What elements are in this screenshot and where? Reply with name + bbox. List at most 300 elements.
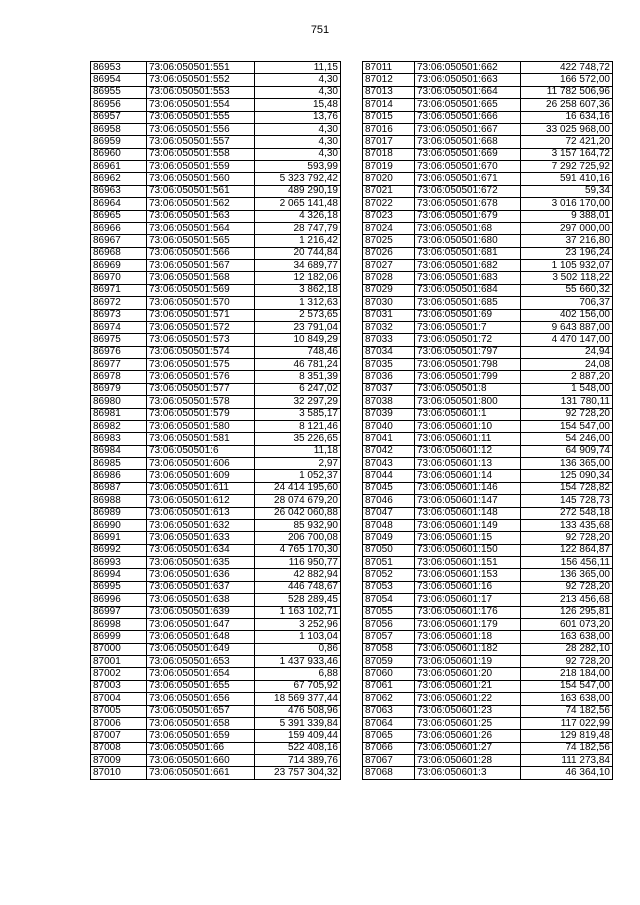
table-row bbox=[363, 433, 613, 445]
value-cell: 59,34 bbox=[521, 185, 613, 197]
table-row bbox=[363, 631, 613, 643]
value-cell: 35 226,65 bbox=[255, 433, 341, 445]
value-cell: 2 573,65 bbox=[255, 309, 341, 321]
record-number-cell: 87019 bbox=[363, 161, 415, 173]
cadastral-number-cell: 73:06:050601:10 bbox=[415, 420, 521, 432]
record-number-cell: 87051 bbox=[363, 557, 415, 569]
table-row bbox=[91, 730, 341, 742]
cadastral-number-cell: 73:06:050501:609 bbox=[147, 470, 255, 482]
table-row bbox=[363, 656, 613, 668]
table-row bbox=[363, 495, 613, 507]
record-number-cell: 87001 bbox=[91, 656, 147, 668]
table-row bbox=[91, 321, 341, 333]
record-number-cell: 87052 bbox=[363, 569, 415, 581]
value-cell: 37 216,80 bbox=[521, 235, 613, 247]
value-cell: 4,30 bbox=[255, 123, 341, 135]
table-row bbox=[363, 420, 613, 432]
record-number-cell: 87028 bbox=[363, 272, 415, 284]
cadastral-number-cell: 73:06:050601:12 bbox=[415, 445, 521, 457]
cadastral-number-cell: 73:06:050501:567 bbox=[147, 260, 255, 272]
table-row bbox=[363, 767, 613, 779]
value-cell: 85 932,90 bbox=[255, 519, 341, 531]
record-number-cell: 87026 bbox=[363, 247, 415, 259]
cadastral-number-cell: 73:06:050501:634 bbox=[147, 544, 255, 556]
value-cell: 136 365,00 bbox=[521, 569, 613, 581]
value-cell: 4,30 bbox=[255, 148, 341, 160]
record-number-cell: 87060 bbox=[363, 668, 415, 680]
table-row bbox=[363, 532, 613, 544]
value-cell: 476 508,96 bbox=[255, 705, 341, 717]
cadastral-number-cell: 73:06:050501:670 bbox=[415, 161, 521, 173]
table-row bbox=[363, 86, 613, 98]
record-number-cell: 86968 bbox=[91, 247, 147, 259]
cadastral-number-cell: 73:06:050501:800 bbox=[415, 396, 521, 408]
cadastral-number-cell: 73:06:050601:14 bbox=[415, 470, 521, 482]
value-cell: 748,46 bbox=[255, 346, 341, 358]
table-row bbox=[363, 594, 613, 606]
value-cell: 8 351,39 bbox=[255, 371, 341, 383]
cadastral-number-cell: 73:06:050501:649 bbox=[147, 643, 255, 655]
value-cell: 18 569 377,44 bbox=[255, 693, 341, 705]
cadastral-number-cell: 73:06:050501:658 bbox=[147, 717, 255, 729]
table-row bbox=[363, 284, 613, 296]
cadastral-number-cell: 73:06:050601:11 bbox=[415, 433, 521, 445]
value-cell: 26 258 607,36 bbox=[521, 99, 613, 111]
cadastral-number-cell: 73:06:050501:572 bbox=[147, 321, 255, 333]
table-row bbox=[363, 173, 613, 185]
record-number-cell: 86987 bbox=[91, 482, 147, 494]
record-number-cell: 86997 bbox=[91, 606, 147, 618]
table-row bbox=[363, 210, 613, 222]
value-cell: 9 388,01 bbox=[521, 210, 613, 222]
cadastral-number-cell: 73:06:050501:566 bbox=[147, 247, 255, 259]
record-number-cell: 86982 bbox=[91, 420, 147, 432]
record-number-cell: 87064 bbox=[363, 717, 415, 729]
value-cell: 4,30 bbox=[255, 86, 341, 98]
table-row bbox=[363, 470, 613, 482]
table-row bbox=[91, 185, 341, 197]
table-row bbox=[91, 755, 341, 767]
value-cell: 1 052,37 bbox=[255, 470, 341, 482]
table-row bbox=[363, 346, 613, 358]
value-cell: 20 744,84 bbox=[255, 247, 341, 259]
value-cell: 1 312,63 bbox=[255, 297, 341, 309]
record-number-cell: 87000 bbox=[91, 643, 147, 655]
value-cell: 402 156,00 bbox=[521, 309, 613, 321]
record-number-cell: 87011 bbox=[363, 62, 415, 74]
record-number-cell: 87035 bbox=[363, 359, 415, 371]
value-cell: 23 757 304,32 bbox=[255, 767, 341, 779]
record-number-cell: 87014 bbox=[363, 99, 415, 111]
cadastral-number-cell: 73:06:050501:8 bbox=[415, 383, 521, 395]
cadastral-number-cell: 73:06:050601:153 bbox=[415, 569, 521, 581]
value-cell: 159 409,44 bbox=[255, 730, 341, 742]
table-row bbox=[363, 260, 613, 272]
table-row bbox=[91, 247, 341, 259]
record-number-cell: 86988 bbox=[91, 495, 147, 507]
table-row bbox=[363, 111, 613, 123]
cadastral-number-cell: 73:06:050501:665 bbox=[415, 99, 521, 111]
table-row bbox=[91, 334, 341, 346]
record-number-cell: 87042 bbox=[363, 445, 415, 457]
value-cell: 3 252,96 bbox=[255, 618, 341, 630]
record-number-cell: 86958 bbox=[91, 123, 147, 135]
table-row bbox=[91, 680, 341, 692]
record-number-cell: 86971 bbox=[91, 284, 147, 296]
cadastral-number-cell: 73:06:050501:654 bbox=[147, 668, 255, 680]
record-number-cell: 87013 bbox=[363, 86, 415, 98]
value-cell: 1 163 102,71 bbox=[255, 606, 341, 618]
table-row bbox=[91, 123, 341, 135]
table-row bbox=[363, 123, 613, 135]
table-row bbox=[363, 606, 613, 618]
table-row bbox=[91, 742, 341, 754]
record-number-cell: 87056 bbox=[363, 618, 415, 630]
table-row bbox=[363, 705, 613, 717]
value-cell: 46 364,10 bbox=[521, 767, 613, 779]
record-number-cell: 87016 bbox=[363, 123, 415, 135]
table-row bbox=[363, 507, 613, 519]
cadastral-number-cell: 73:06:050601:176 bbox=[415, 606, 521, 618]
table-row bbox=[91, 260, 341, 272]
record-number-cell: 86970 bbox=[91, 272, 147, 284]
record-number-cell: 87007 bbox=[91, 730, 147, 742]
record-number-cell: 87005 bbox=[91, 705, 147, 717]
record-number-cell: 87065 bbox=[363, 730, 415, 742]
record-number-cell: 87012 bbox=[363, 74, 415, 86]
value-cell: 1 216,42 bbox=[255, 235, 341, 247]
record-number-cell: 87002 bbox=[91, 668, 147, 680]
value-cell: 133 435,68 bbox=[521, 519, 613, 531]
cadastral-number-cell: 73:06:050601:179 bbox=[415, 618, 521, 630]
record-number-cell: 87067 bbox=[363, 755, 415, 767]
cadastral-number-cell: 73:06:050501:636 bbox=[147, 569, 255, 581]
record-number-cell: 87022 bbox=[363, 198, 415, 210]
record-number-cell: 87061 bbox=[363, 680, 415, 692]
cadastral-number-cell: 73:06:050601:146 bbox=[415, 482, 521, 494]
value-cell: 13,76 bbox=[255, 111, 341, 123]
value-cell: 706,37 bbox=[521, 297, 613, 309]
record-number-cell: 86989 bbox=[91, 507, 147, 519]
record-number-cell: 86974 bbox=[91, 321, 147, 333]
cadastral-number-cell: 73:06:050601:23 bbox=[415, 705, 521, 717]
value-cell: 11,15 bbox=[255, 62, 341, 74]
cadastral-number-cell: 73:06:050501:569 bbox=[147, 284, 255, 296]
cadastral-number-cell: 73:06:050501:684 bbox=[415, 284, 521, 296]
table-row bbox=[363, 359, 613, 371]
table-row bbox=[363, 693, 613, 705]
table-row bbox=[91, 222, 341, 234]
value-cell: 136 365,00 bbox=[521, 458, 613, 470]
table-row bbox=[363, 717, 613, 729]
table-row bbox=[91, 371, 341, 383]
record-number-cell: 87004 bbox=[91, 693, 147, 705]
record-number-cell: 86956 bbox=[91, 99, 147, 111]
value-cell: 32 297,29 bbox=[255, 396, 341, 408]
value-cell: 6,88 bbox=[255, 668, 341, 680]
record-number-cell: 86999 bbox=[91, 631, 147, 643]
value-cell: 154 547,00 bbox=[521, 420, 613, 432]
record-number-cell: 87023 bbox=[363, 210, 415, 222]
cadastral-number-cell: 73:06:050501:682 bbox=[415, 260, 521, 272]
value-cell: 74 182,56 bbox=[521, 742, 613, 754]
cadastral-number-cell: 73:06:050501:637 bbox=[147, 581, 255, 593]
cadastral-number-cell: 73:06:050501:571 bbox=[147, 309, 255, 321]
cadastral-number-cell: 73:06:050601:148 bbox=[415, 507, 521, 519]
cadastral-number-cell: 73:06:050501:680 bbox=[415, 235, 521, 247]
value-cell: 16 634,16 bbox=[521, 111, 613, 123]
cadastral-number-cell: 73:06:050501:672 bbox=[415, 185, 521, 197]
table-row bbox=[363, 247, 613, 259]
table-row bbox=[91, 594, 341, 606]
cadastral-number-cell: 73:06:050501:570 bbox=[147, 297, 255, 309]
record-number-cell: 86972 bbox=[91, 297, 147, 309]
table-row bbox=[91, 433, 341, 445]
cadastral-number-cell: 73:06:050501:678 bbox=[415, 198, 521, 210]
record-number-cell: 87015 bbox=[363, 111, 415, 123]
table-row bbox=[363, 519, 613, 531]
cadastral-number-cell: 73:06:050501:657 bbox=[147, 705, 255, 717]
table-row bbox=[363, 396, 613, 408]
cadastral-number-cell: 73:06:050601:147 bbox=[415, 495, 521, 507]
record-number-cell: 86978 bbox=[91, 371, 147, 383]
record-number-cell: 87040 bbox=[363, 420, 415, 432]
cadastral-number-cell: 73:06:050501:574 bbox=[147, 346, 255, 358]
table-row bbox=[91, 606, 341, 618]
value-cell: 213 456,68 bbox=[521, 594, 613, 606]
record-number-cell: 86962 bbox=[91, 173, 147, 185]
value-cell: 522 408,16 bbox=[255, 742, 341, 754]
record-number-cell: 87046 bbox=[363, 495, 415, 507]
record-number-cell: 87010 bbox=[91, 767, 147, 779]
cadastral-number-cell: 73:06:050501:799 bbox=[415, 371, 521, 383]
table-row bbox=[91, 532, 341, 544]
cadastral-number-cell: 73:06:050601:16 bbox=[415, 581, 521, 593]
value-cell: 166 572,00 bbox=[521, 74, 613, 86]
table-row bbox=[363, 235, 613, 247]
value-cell: 3 157 164,72 bbox=[521, 148, 613, 160]
cadastral-number-cell: 73:06:050501:653 bbox=[147, 656, 255, 668]
table-row bbox=[91, 557, 341, 569]
value-cell: 24,94 bbox=[521, 346, 613, 358]
value-cell: 446 748,67 bbox=[255, 581, 341, 593]
value-cell: 33 025 968,00 bbox=[521, 123, 613, 135]
cadastral-number-cell: 73:06:050501:664 bbox=[415, 86, 521, 98]
value-cell: 5 391 339,84 bbox=[255, 717, 341, 729]
cadastral-number-cell: 73:06:050501:66 bbox=[147, 742, 255, 754]
value-cell: 15,48 bbox=[255, 99, 341, 111]
value-cell: 4,30 bbox=[255, 74, 341, 86]
record-number-cell: 86991 bbox=[91, 532, 147, 544]
cadastral-number-cell: 73:06:050501:7 bbox=[415, 321, 521, 333]
record-number-cell: 86981 bbox=[91, 408, 147, 420]
table-row bbox=[91, 346, 341, 358]
table-row bbox=[363, 445, 613, 457]
record-number-cell: 87030 bbox=[363, 297, 415, 309]
record-number-cell: 86995 bbox=[91, 581, 147, 593]
value-cell: 67 705,92 bbox=[255, 680, 341, 692]
table-row bbox=[91, 86, 341, 98]
record-number-cell: 87033 bbox=[363, 334, 415, 346]
table-row bbox=[91, 656, 341, 668]
value-cell: 72 421,20 bbox=[521, 136, 613, 148]
record-number-cell: 86993 bbox=[91, 557, 147, 569]
cadastral-number-cell: 73:06:050601:15 bbox=[415, 532, 521, 544]
cadastral-number-cell: 73:06:050501:568 bbox=[147, 272, 255, 284]
value-cell: 92 728,20 bbox=[521, 581, 613, 593]
value-cell: 272 548,18 bbox=[521, 507, 613, 519]
table-row bbox=[91, 235, 341, 247]
value-cell: 163 638,00 bbox=[521, 693, 613, 705]
table-row bbox=[91, 396, 341, 408]
cadastral-number-cell: 73:06:050501:576 bbox=[147, 371, 255, 383]
cadastral-number-cell: 73:06:050501:668 bbox=[415, 136, 521, 148]
record-number-cell: 86998 bbox=[91, 618, 147, 630]
cadastral-number-cell: 73:06:050501:671 bbox=[415, 173, 521, 185]
value-cell: 23 791,04 bbox=[255, 321, 341, 333]
record-number-cell: 87054 bbox=[363, 594, 415, 606]
cadastral-number-cell: 73:06:050501:667 bbox=[415, 123, 521, 135]
value-cell: 6 247,02 bbox=[255, 383, 341, 395]
value-cell: 92 728,20 bbox=[521, 656, 613, 668]
value-cell: 163 638,00 bbox=[521, 631, 613, 643]
table-row bbox=[91, 643, 341, 655]
record-number-cell: 86954 bbox=[91, 74, 147, 86]
table-row bbox=[91, 482, 341, 494]
table-row bbox=[363, 321, 613, 333]
table-row bbox=[363, 755, 613, 767]
table-row bbox=[91, 507, 341, 519]
record-number-cell: 87009 bbox=[91, 755, 147, 767]
record-number-cell: 87031 bbox=[363, 309, 415, 321]
value-cell: 74 182,56 bbox=[521, 705, 613, 717]
record-number-cell: 86963 bbox=[91, 185, 147, 197]
table-row bbox=[363, 680, 613, 692]
table-row bbox=[363, 371, 613, 383]
cadastral-number-cell: 73:06:050501:564 bbox=[147, 222, 255, 234]
table-row bbox=[91, 297, 341, 309]
table-row bbox=[363, 74, 613, 86]
record-number-cell: 86977 bbox=[91, 359, 147, 371]
record-number-cell: 87037 bbox=[363, 383, 415, 395]
record-number-cell: 86990 bbox=[91, 519, 147, 531]
value-cell: 2 065 141,48 bbox=[255, 198, 341, 210]
value-cell: 3 502 118,22 bbox=[521, 272, 613, 284]
cadastral-number-cell: 73:06:050501:556 bbox=[147, 123, 255, 135]
record-number-cell: 86973 bbox=[91, 309, 147, 321]
record-number-cell: 87053 bbox=[363, 581, 415, 593]
cadastral-number-cell: 73:06:050601:182 bbox=[415, 643, 521, 655]
record-number-cell: 87018 bbox=[363, 148, 415, 160]
cadastral-number-cell: 73:06:050501:661 bbox=[147, 767, 255, 779]
table-row bbox=[91, 717, 341, 729]
cadastral-number-cell: 73:06:050601:25 bbox=[415, 717, 521, 729]
table-row bbox=[363, 557, 613, 569]
record-number-cell: 86955 bbox=[91, 86, 147, 98]
record-number-cell: 87003 bbox=[91, 680, 147, 692]
table-row bbox=[91, 631, 341, 643]
record-number-cell: 86983 bbox=[91, 433, 147, 445]
cadastral-number-cell: 73:06:050501:683 bbox=[415, 272, 521, 284]
record-number-cell: 87039 bbox=[363, 408, 415, 420]
record-number-cell: 86965 bbox=[91, 210, 147, 222]
cadastral-number-cell: 73:06:050501:798 bbox=[415, 359, 521, 371]
value-cell: 145 728,73 bbox=[521, 495, 613, 507]
record-number-cell: 87024 bbox=[363, 222, 415, 234]
record-number-cell: 86984 bbox=[91, 445, 147, 457]
table-row bbox=[91, 618, 341, 630]
value-cell: 11 782 506,96 bbox=[521, 86, 613, 98]
cadastral-number-cell: 73:06:050601:3 bbox=[415, 767, 521, 779]
table-row bbox=[363, 482, 613, 494]
value-cell: 125 090,34 bbox=[521, 470, 613, 482]
cadastral-number-cell: 73:06:050501:647 bbox=[147, 618, 255, 630]
cadastral-number-cell: 73:06:050601:151 bbox=[415, 557, 521, 569]
table-row bbox=[91, 359, 341, 371]
cadastral-number-cell: 73:06:050501:562 bbox=[147, 198, 255, 210]
table-row bbox=[363, 198, 613, 210]
table-row bbox=[363, 62, 613, 74]
table-row bbox=[363, 99, 613, 111]
table-row bbox=[91, 408, 341, 420]
record-number-cell: 87041 bbox=[363, 433, 415, 445]
value-cell: 42 882,94 bbox=[255, 569, 341, 581]
record-number-cell: 86966 bbox=[91, 222, 147, 234]
value-cell: 24,08 bbox=[521, 359, 613, 371]
value-cell: 4 326,18 bbox=[255, 210, 341, 222]
value-cell: 7 292 725,92 bbox=[521, 161, 613, 173]
cadastral-number-cell: 73:06:050601:150 bbox=[415, 544, 521, 556]
record-number-cell: 87048 bbox=[363, 519, 415, 531]
cadastral-number-cell: 73:06:050501:648 bbox=[147, 631, 255, 643]
table-row bbox=[91, 284, 341, 296]
record-number-cell: 87006 bbox=[91, 717, 147, 729]
cadastral-number-cell: 73:06:050501:580 bbox=[147, 420, 255, 432]
cadastral-number-cell: 73:06:050601:28 bbox=[415, 755, 521, 767]
table-row bbox=[363, 581, 613, 593]
record-number-cell: 86986 bbox=[91, 470, 147, 482]
table-row bbox=[91, 272, 341, 284]
table-row bbox=[91, 420, 341, 432]
value-cell: 28 282,10 bbox=[521, 643, 613, 655]
value-cell: 601 073,20 bbox=[521, 618, 613, 630]
cadastral-number-cell: 73:06:050501:577 bbox=[147, 383, 255, 395]
value-cell: 528 289,45 bbox=[255, 594, 341, 606]
record-number-cell: 87034 bbox=[363, 346, 415, 358]
cadastral-number-cell: 73:06:050501:655 bbox=[147, 680, 255, 692]
right-register-table bbox=[362, 61, 613, 780]
cadastral-number-cell: 73:06:050501:560 bbox=[147, 173, 255, 185]
record-number-cell: 86961 bbox=[91, 161, 147, 173]
cadastral-number-cell: 73:06:050501:633 bbox=[147, 532, 255, 544]
cadastral-number-cell: 73:06:050501:554 bbox=[147, 99, 255, 111]
table-row bbox=[91, 74, 341, 86]
table-row bbox=[91, 569, 341, 581]
value-cell: 3 016 170,00 bbox=[521, 198, 613, 210]
record-number-cell: 87027 bbox=[363, 260, 415, 272]
value-cell: 154 728,82 bbox=[521, 482, 613, 494]
table-row bbox=[91, 693, 341, 705]
value-cell: 4 765 170,30 bbox=[255, 544, 341, 556]
value-cell: 206 700,08 bbox=[255, 532, 341, 544]
record-number-cell: 86953 bbox=[91, 62, 147, 74]
table-row bbox=[363, 408, 613, 420]
value-cell: 55 660,32 bbox=[521, 284, 613, 296]
value-cell: 1 105 932,07 bbox=[521, 260, 613, 272]
cadastral-number-cell: 73:06:050501:575 bbox=[147, 359, 255, 371]
record-number-cell: 86980 bbox=[91, 396, 147, 408]
cadastral-number-cell: 73:06:050601:17 bbox=[415, 594, 521, 606]
